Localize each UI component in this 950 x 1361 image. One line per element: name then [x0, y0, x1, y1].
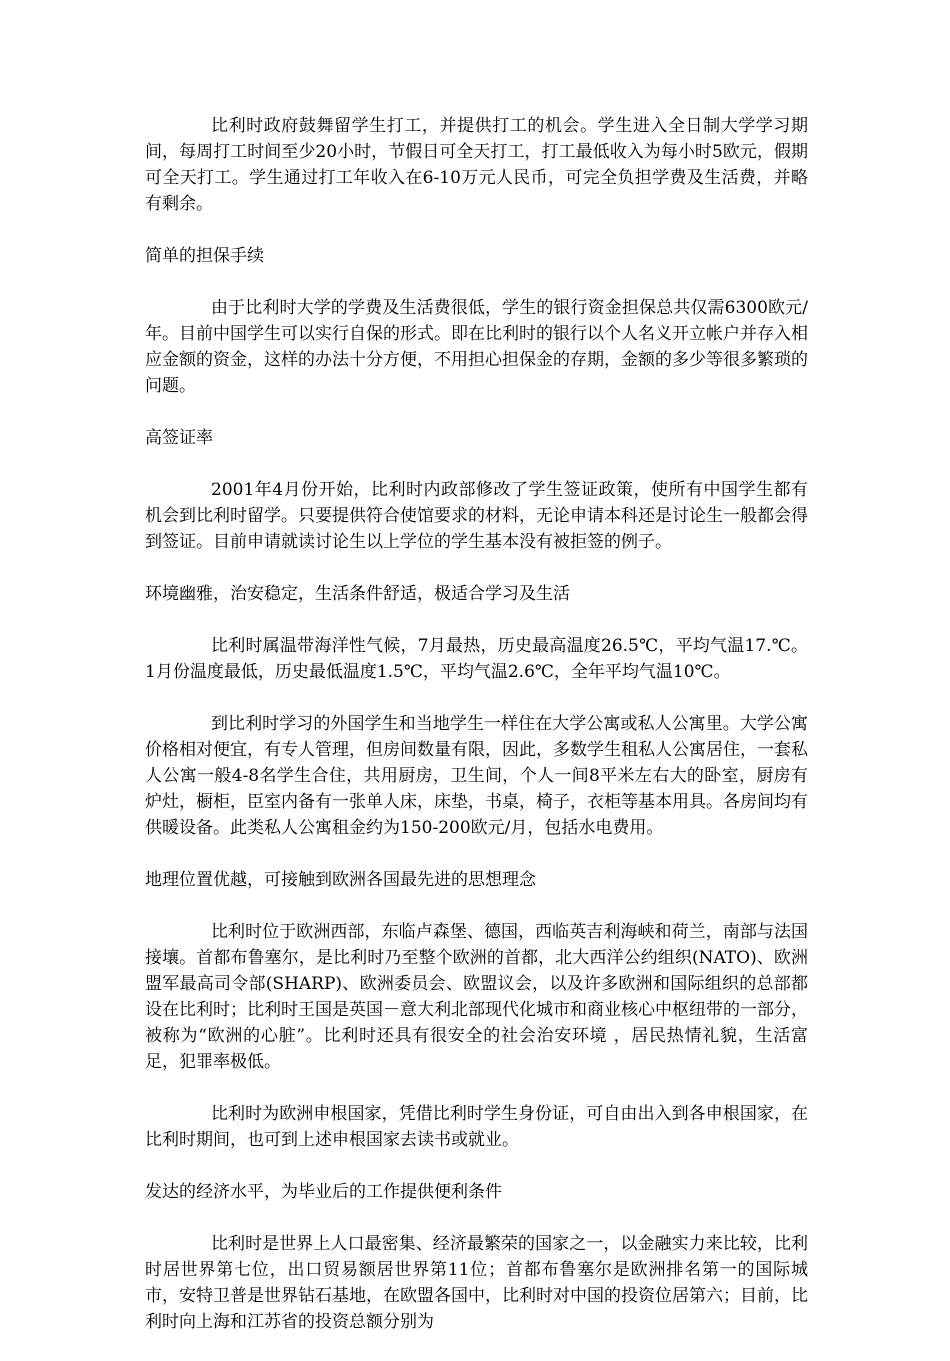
- paragraph-housing: 到比利时学习的外国学生和当地学生一样住在大学公寓或私人公寓里。大学公寓价格相对便宜，有专人管理，但房间数量有限，因此，多数学生租私人公寓居住，一套私人公寓一般4-8名学生合住，共用厨房，卫生间，个人一间8平米左右大的卧室，厨房有炉灶，橱柜，臣室内备有一张单人床，床垫，书桌，椅子，衣柜等基本用具。各房间均有供暖设备。此类私人公寓租金约为150-200欧元/月，包括水电费用。: [145, 714, 808, 838]
- document-page: [145, 113, 808, 1361]
- paragraph-guarantee: 由于比利时大学的学费及生活费很低，学生的银行资金担保总共仅需6300欧元/年。目前中国学生可以实行自保的形式。即在比利时的银行以个人名义开立帐户并存入相应金额的资金，这样的办法十分方便，不用担心担保金的存期，金额的多少等很多繁琐的问题。: [145, 298, 808, 396]
- paragraph-work-study: 比利时政府鼓舞留学生打工，并提供打工的机会。学生进入全日制大学学习期间，每周打工时间至少20小时，节假日可全天打工，打工最低收入为每小时5欧元，假期可全天打工。学生通过打工年收入在6-10万元人民币，可完全负担学费及生活费，并略有剩余。: [145, 116, 808, 214]
- heading-guarantee: 简单的担保手续: [145, 246, 264, 266]
- paragraph-visa-rate: 2001年4月份开始，比利时内政部修改了学生签证政策，使所有中国学生都有机会到比利时留学。只要提供符合使馆要求的材料，无论申请本科还是讨论生一般都会得到签证。目前申请就读讨论生以上学位的学生基本没有被拒签的例子。: [145, 480, 808, 552]
- heading-economy: 发达的经济水平，为毕业后的工作提供便利条件: [145, 1182, 502, 1202]
- heading-visa-rate: 高签证率: [145, 428, 213, 448]
- heading-location: 地理位置优越，可接触到欧洲各国最先进的思想理念: [145, 870, 536, 890]
- paragraph-economy: 比利时是世界上人口最密集、经济最繁荣的国家之一，以金融实力来比较，比利时居世界第七位，出口贸易额居世界第11位；首都布鲁塞尔是欧洲排名第一的国际城市，安特卫普是世界钻石基地，在欧盟各国中，比利时对中国的投资位居第六；目前，比利时向上海和江苏省的投资总额分别为: [145, 1234, 808, 1332]
- paragraph-climate: 比利时属温带海洋性气候，7月最热，历史最高温度26.5℃，平均气温17.℃。1月份温度最低，历史最低温度1.5℃，平均气温2.6℃，全年平均气温10℃。: [145, 636, 808, 682]
- heading-environment: 环境幽雅，治安稳定，生活条件舒适，极适合学习及生活: [145, 584, 570, 604]
- paragraph-schengen: 比利时为欧洲申根国家，凭借比利时学生身份证，可自由出入到各申根国家，在比利时期间，也可到上述申根国家去读书或就业。: [145, 1104, 808, 1150]
- paragraph-location: 比利时位于欧洲西部，东临卢森堡、德国，西临英吉利海峡和荷兰，南部与法国接壤。首都布鲁塞尔，是比利时乃至整个欧洲的首都，北大西洋公约组织(NATO)、欧洲盟军最高司令部(SHARP)、欧洲委员会、欧盟议会，以及许多欧洲和国际组织的总部都设在比利时；比利时王国是英国－意大利北部现代化城市和商业核心中枢纽带的一部分，被称为“欧洲的心脏”。比利时还具有很安全的社会治安环境 ，居民热情礼貌，生活富足，犯罪率极低。: [145, 922, 808, 1072]
